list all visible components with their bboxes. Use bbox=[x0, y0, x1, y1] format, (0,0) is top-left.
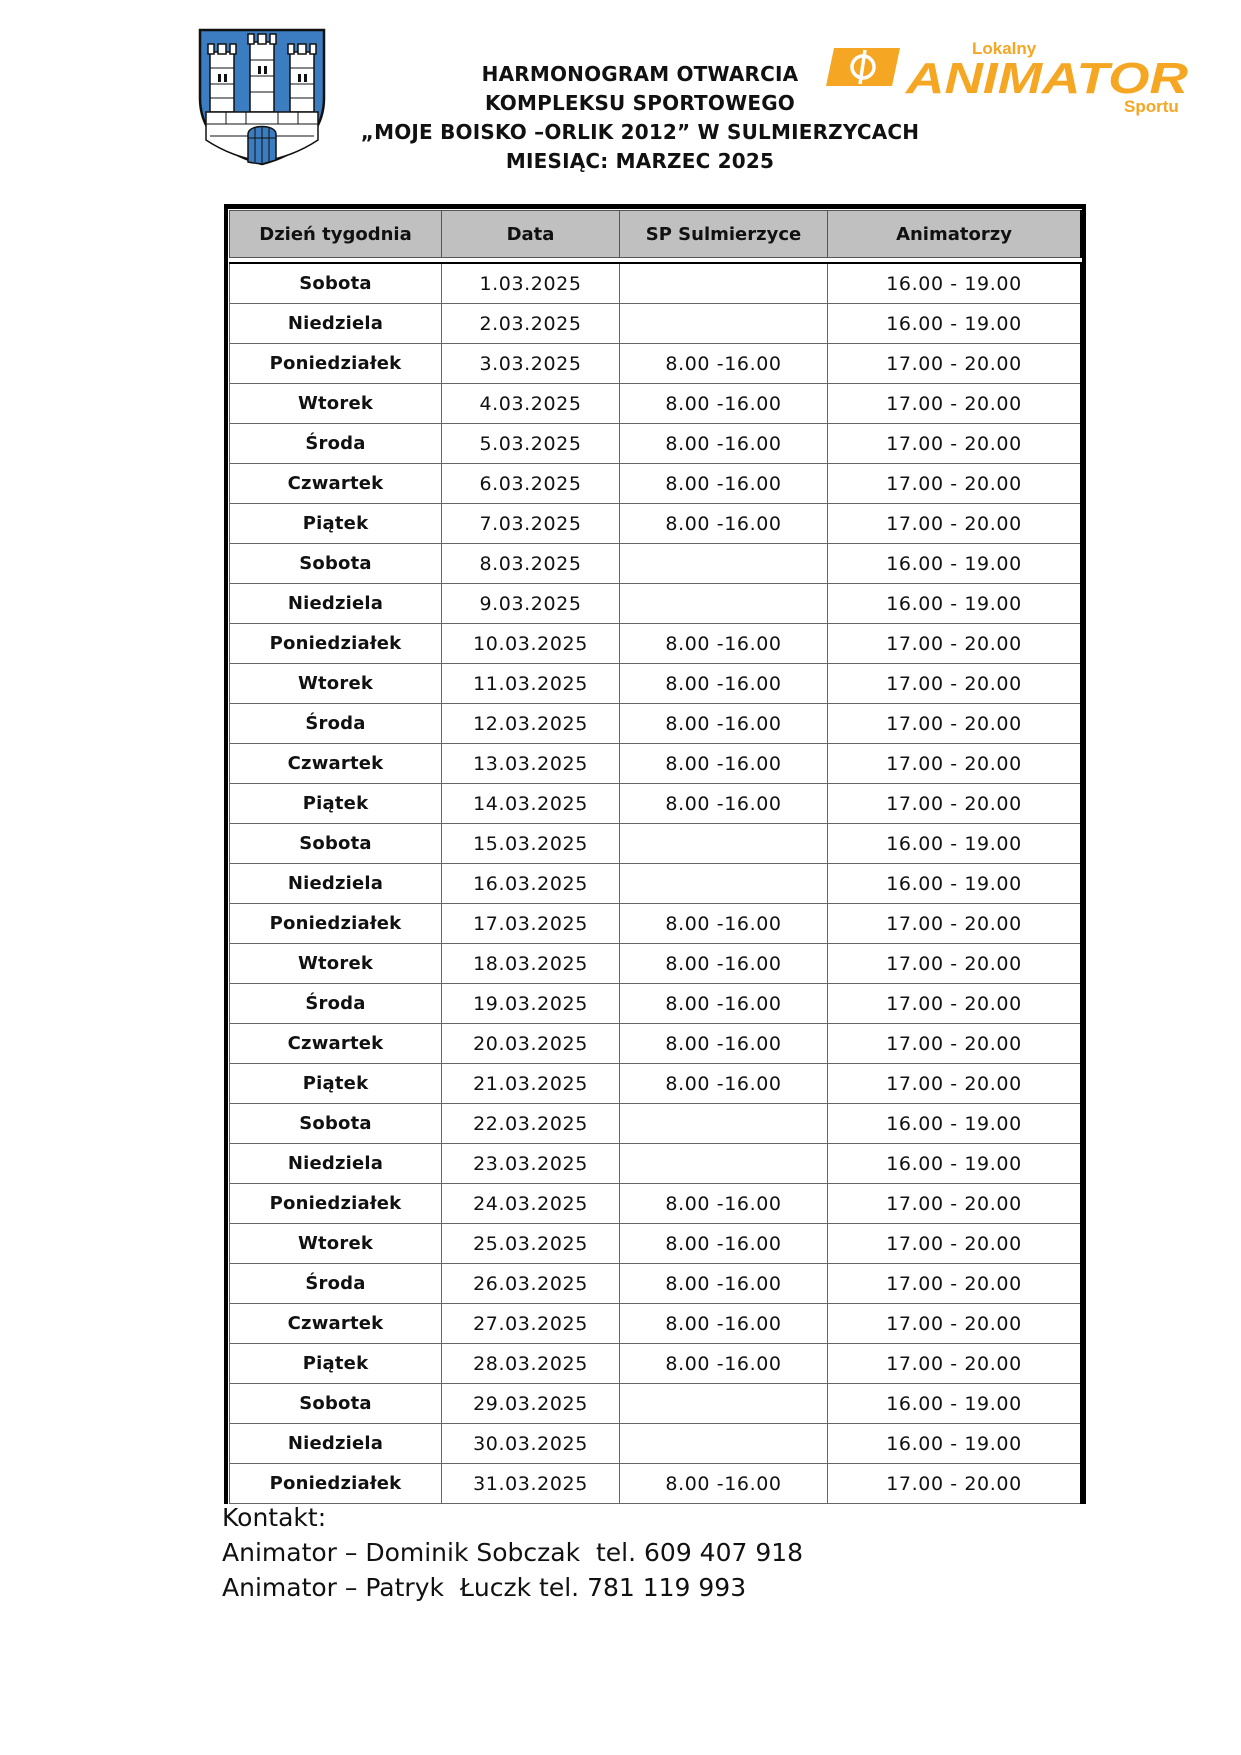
title-line-2: KOMPLEKSU SPORTOWEGO bbox=[484, 91, 796, 115]
cell-sp: 8.00 -16.00 bbox=[620, 504, 828, 544]
cell-animators: 17.00 - 20.00 bbox=[828, 1264, 1083, 1304]
cell-sp: 8.00 -16.00 bbox=[620, 984, 828, 1024]
title-line-1: HARMONOGRAM OTWARCIA bbox=[481, 62, 799, 86]
cell-animators: 16.00 - 19.00 bbox=[828, 263, 1083, 304]
cell-animators: 16.00 - 19.00 bbox=[828, 1144, 1083, 1184]
cell-date: 30.03.2025 bbox=[442, 1424, 620, 1464]
cell-date: 8.03.2025 bbox=[442, 544, 620, 584]
cell-animators: 17.00 - 20.00 bbox=[828, 464, 1083, 504]
cell-date: 3.03.2025 bbox=[442, 344, 620, 384]
table-header-row bbox=[230, 211, 1083, 258]
cell-day: Czwartek bbox=[230, 1024, 442, 1064]
table-row bbox=[230, 1024, 1083, 1064]
cell-date: 26.03.2025 bbox=[442, 1264, 620, 1304]
cell-animators: 16.00 - 19.00 bbox=[828, 824, 1083, 864]
cell-animators: 17.00 - 20.00 bbox=[828, 1224, 1083, 1264]
cell-animators: 17.00 - 20.00 bbox=[828, 1464, 1083, 1504]
cell-date: 20.03.2025 bbox=[442, 1024, 620, 1064]
logo-bottom-text: Sportu bbox=[1124, 97, 1179, 116]
table-row bbox=[230, 664, 1083, 704]
cell-day: Poniedziałek bbox=[230, 1184, 442, 1224]
cell-sp bbox=[620, 263, 828, 304]
cell-animators: 17.00 - 20.00 bbox=[828, 504, 1083, 544]
cell-sp: 8.00 -16.00 bbox=[620, 1304, 828, 1344]
cell-day: Niedziela bbox=[230, 1424, 442, 1464]
cell-sp: 8.00 -16.00 bbox=[620, 1224, 828, 1264]
cell-animators: 17.00 - 20.00 bbox=[828, 784, 1083, 824]
cell-sp: 8.00 -16.00 bbox=[620, 744, 828, 784]
cell-sp bbox=[620, 864, 828, 904]
table-row bbox=[230, 944, 1083, 984]
cell-animators: 17.00 - 20.00 bbox=[828, 344, 1083, 384]
cell-date: 15.03.2025 bbox=[442, 824, 620, 864]
cell-animators: 16.00 - 19.00 bbox=[828, 304, 1083, 344]
cell-day: Poniedziałek bbox=[230, 904, 442, 944]
cell-sp: 8.00 -16.00 bbox=[620, 1344, 828, 1384]
table-row bbox=[230, 904, 1083, 944]
table-row bbox=[230, 384, 1083, 424]
table-row bbox=[230, 984, 1083, 1024]
cell-day: Środa bbox=[230, 984, 442, 1024]
cell-date: 22.03.2025 bbox=[442, 1104, 620, 1144]
cell-animators: 16.00 - 19.00 bbox=[828, 1384, 1083, 1424]
cell-sp: 8.00 -16.00 bbox=[620, 464, 828, 504]
header-sp: SP Sulmierzyce bbox=[620, 211, 828, 258]
table-row bbox=[230, 504, 1083, 544]
cell-date: 16.03.2025 bbox=[442, 864, 620, 904]
cell-day: Piątek bbox=[230, 784, 442, 824]
cell-sp bbox=[620, 584, 828, 624]
table-row bbox=[230, 344, 1083, 384]
cell-sp: 8.00 -16.00 bbox=[620, 944, 828, 984]
table-row bbox=[230, 1464, 1083, 1504]
cell-date: 4.03.2025 bbox=[442, 384, 620, 424]
cell-day: Piątek bbox=[230, 504, 442, 544]
table-row bbox=[230, 464, 1083, 504]
cell-animators: 17.00 - 20.00 bbox=[828, 1064, 1083, 1104]
cell-sp bbox=[620, 1384, 828, 1424]
cell-date: 28.03.2025 bbox=[442, 1344, 620, 1384]
cell-sp: 8.00 -16.00 bbox=[620, 1064, 828, 1104]
table-row bbox=[230, 824, 1083, 864]
cell-sp: 8.00 -16.00 bbox=[620, 1464, 828, 1504]
cell-day: Środa bbox=[230, 424, 442, 464]
cell-animators: 17.00 - 20.00 bbox=[828, 944, 1083, 984]
cell-date: 27.03.2025 bbox=[442, 1304, 620, 1344]
table-row bbox=[230, 584, 1083, 624]
table-row bbox=[230, 1064, 1083, 1104]
cell-day: Sobota bbox=[230, 1384, 442, 1424]
cell-date: 9.03.2025 bbox=[442, 584, 620, 624]
cell-animators: 17.00 - 20.00 bbox=[828, 1344, 1083, 1384]
cell-sp: 8.00 -16.00 bbox=[620, 1024, 828, 1064]
cell-sp bbox=[620, 1424, 828, 1464]
lokalny-animator-sportu-logo bbox=[822, 40, 1200, 120]
table-row bbox=[230, 1424, 1083, 1464]
cell-date: 12.03.2025 bbox=[442, 704, 620, 744]
cell-animators: 17.00 - 20.00 bbox=[828, 744, 1083, 784]
contact-title: Kontakt: bbox=[222, 1503, 327, 1532]
table-row bbox=[230, 1144, 1083, 1184]
cell-sp bbox=[620, 304, 828, 344]
cell-day: Poniedziałek bbox=[230, 624, 442, 664]
cell-date: 18.03.2025 bbox=[442, 944, 620, 984]
title-line-3: „MOJE BOISKO –ORLIK 2012” W SULMIERZYCACH bbox=[360, 120, 920, 144]
cell-day: Wtorek bbox=[230, 664, 442, 704]
cell-date: 23.03.2025 bbox=[442, 1144, 620, 1184]
table-row bbox=[230, 864, 1083, 904]
cell-animators: 16.00 - 19.00 bbox=[828, 864, 1083, 904]
cell-day: Niedziela bbox=[230, 864, 442, 904]
cell-date: 31.03.2025 bbox=[442, 1464, 620, 1504]
cell-day: Wtorek bbox=[230, 944, 442, 984]
cell-sp: 8.00 -16.00 bbox=[620, 904, 828, 944]
logo-main-text: ANIMATOR bbox=[904, 54, 1189, 103]
cell-day: Czwartek bbox=[230, 1304, 442, 1344]
cell-day: Środa bbox=[230, 1264, 442, 1304]
cell-date: 13.03.2025 bbox=[442, 744, 620, 784]
cell-sp: 8.00 -16.00 bbox=[620, 424, 828, 464]
table-row bbox=[230, 1264, 1083, 1304]
cell-day: Niedziela bbox=[230, 584, 442, 624]
cell-animators: 17.00 - 20.00 bbox=[828, 1024, 1083, 1064]
cell-sp: 8.00 -16.00 bbox=[620, 384, 828, 424]
cell-date: 17.03.2025 bbox=[442, 904, 620, 944]
cell-date: 10.03.2025 bbox=[442, 624, 620, 664]
cell-date: 24.03.2025 bbox=[442, 1184, 620, 1224]
table-row bbox=[230, 1224, 1083, 1264]
cell-day: Piątek bbox=[230, 1064, 442, 1104]
cell-animators: 16.00 - 19.00 bbox=[828, 544, 1083, 584]
cell-day: Piątek bbox=[230, 1344, 442, 1384]
cell-sp bbox=[620, 1104, 828, 1144]
cell-day: Sobota bbox=[230, 544, 442, 584]
cell-day: Poniedziałek bbox=[230, 344, 442, 384]
cell-animators: 16.00 - 19.00 bbox=[828, 1424, 1083, 1464]
cell-date: 2.03.2025 bbox=[442, 304, 620, 344]
cell-animators: 17.00 - 20.00 bbox=[828, 624, 1083, 664]
table-row bbox=[230, 624, 1083, 664]
cell-animators: 17.00 - 20.00 bbox=[828, 984, 1083, 1024]
cell-animators: 16.00 - 19.00 bbox=[828, 584, 1083, 624]
table-row bbox=[230, 263, 1083, 304]
cell-sp bbox=[620, 544, 828, 584]
header-date: Data bbox=[442, 211, 620, 258]
cell-sp: 8.00 -16.00 bbox=[620, 664, 828, 704]
cell-animators: 17.00 - 20.00 bbox=[828, 424, 1083, 464]
cell-sp: 8.00 -16.00 bbox=[620, 624, 828, 664]
schedule-table bbox=[229, 210, 1085, 1504]
table-row bbox=[230, 424, 1083, 464]
cell-date: 21.03.2025 bbox=[442, 1064, 620, 1104]
header-animators: Animatorzy bbox=[828, 211, 1083, 258]
header-day: Dzień tygodnia bbox=[230, 211, 442, 258]
cell-sp: 8.00 -16.00 bbox=[620, 344, 828, 384]
contact-line-2: Animator – Patryk Łuczk tel. 781 119 993 bbox=[222, 1573, 747, 1602]
cell-date: 6.03.2025 bbox=[442, 464, 620, 504]
cell-day: Sobota bbox=[230, 263, 442, 304]
cell-sp: 8.00 -16.00 bbox=[620, 704, 828, 744]
cell-day: Wtorek bbox=[230, 1224, 442, 1264]
cell-date: 5.03.2025 bbox=[442, 424, 620, 464]
contact-section bbox=[222, 1500, 803, 1605]
cell-animators: 17.00 - 20.00 bbox=[828, 664, 1083, 704]
cell-day: Czwartek bbox=[230, 464, 442, 504]
table-row bbox=[230, 1184, 1083, 1224]
table-row bbox=[230, 744, 1083, 784]
cell-date: 19.03.2025 bbox=[442, 984, 620, 1024]
coat-of-arms-icon bbox=[196, 28, 328, 166]
cell-animators: 17.00 - 20.00 bbox=[828, 904, 1083, 944]
title-line-4: MIESIĄC: MARZEC 2025 bbox=[505, 149, 775, 173]
cell-sp: 8.00 -16.00 bbox=[620, 1264, 828, 1304]
cell-animators: 17.00 - 20.00 bbox=[828, 704, 1083, 744]
cell-sp: 8.00 -16.00 bbox=[620, 784, 828, 824]
cell-animators: 17.00 - 20.00 bbox=[828, 1184, 1083, 1224]
cell-date: 14.03.2025 bbox=[442, 784, 620, 824]
cell-day: Niedziela bbox=[230, 1144, 442, 1184]
cell-date: 11.03.2025 bbox=[442, 664, 620, 704]
cell-day: Niedziela bbox=[230, 304, 442, 344]
cell-animators: 16.00 - 19.00 bbox=[828, 1104, 1083, 1144]
cell-day: Sobota bbox=[230, 1104, 442, 1144]
cell-day: Środa bbox=[230, 704, 442, 744]
cell-animators: 17.00 - 20.00 bbox=[828, 1304, 1083, 1344]
cell-day: Sobota bbox=[230, 824, 442, 864]
cell-animators: 17.00 - 20.00 bbox=[828, 384, 1083, 424]
table-row bbox=[230, 784, 1083, 824]
cell-sp bbox=[620, 824, 828, 864]
cell-day: Czwartek bbox=[230, 744, 442, 784]
cell-sp bbox=[620, 1144, 828, 1184]
table-row bbox=[230, 544, 1083, 584]
cell-date: 29.03.2025 bbox=[442, 1384, 620, 1424]
cell-day: Poniedziałek bbox=[230, 1464, 442, 1504]
logo-top-text: Lokalny bbox=[972, 40, 1037, 58]
table-row bbox=[230, 1304, 1083, 1344]
cell-date: 1.03.2025 bbox=[442, 263, 620, 304]
table-row bbox=[230, 304, 1083, 344]
cell-date: 7.03.2025 bbox=[442, 504, 620, 544]
cell-sp: 8.00 -16.00 bbox=[620, 1184, 828, 1224]
cell-day: Wtorek bbox=[230, 384, 442, 424]
table-row bbox=[230, 1104, 1083, 1144]
table-row bbox=[230, 704, 1083, 744]
table-row bbox=[230, 1344, 1083, 1384]
table-row bbox=[230, 1384, 1083, 1424]
contact-line-1: Animator – Dominik Sobczak tel. 609 407 918 bbox=[222, 1538, 804, 1567]
cell-date: 25.03.2025 bbox=[442, 1224, 620, 1264]
